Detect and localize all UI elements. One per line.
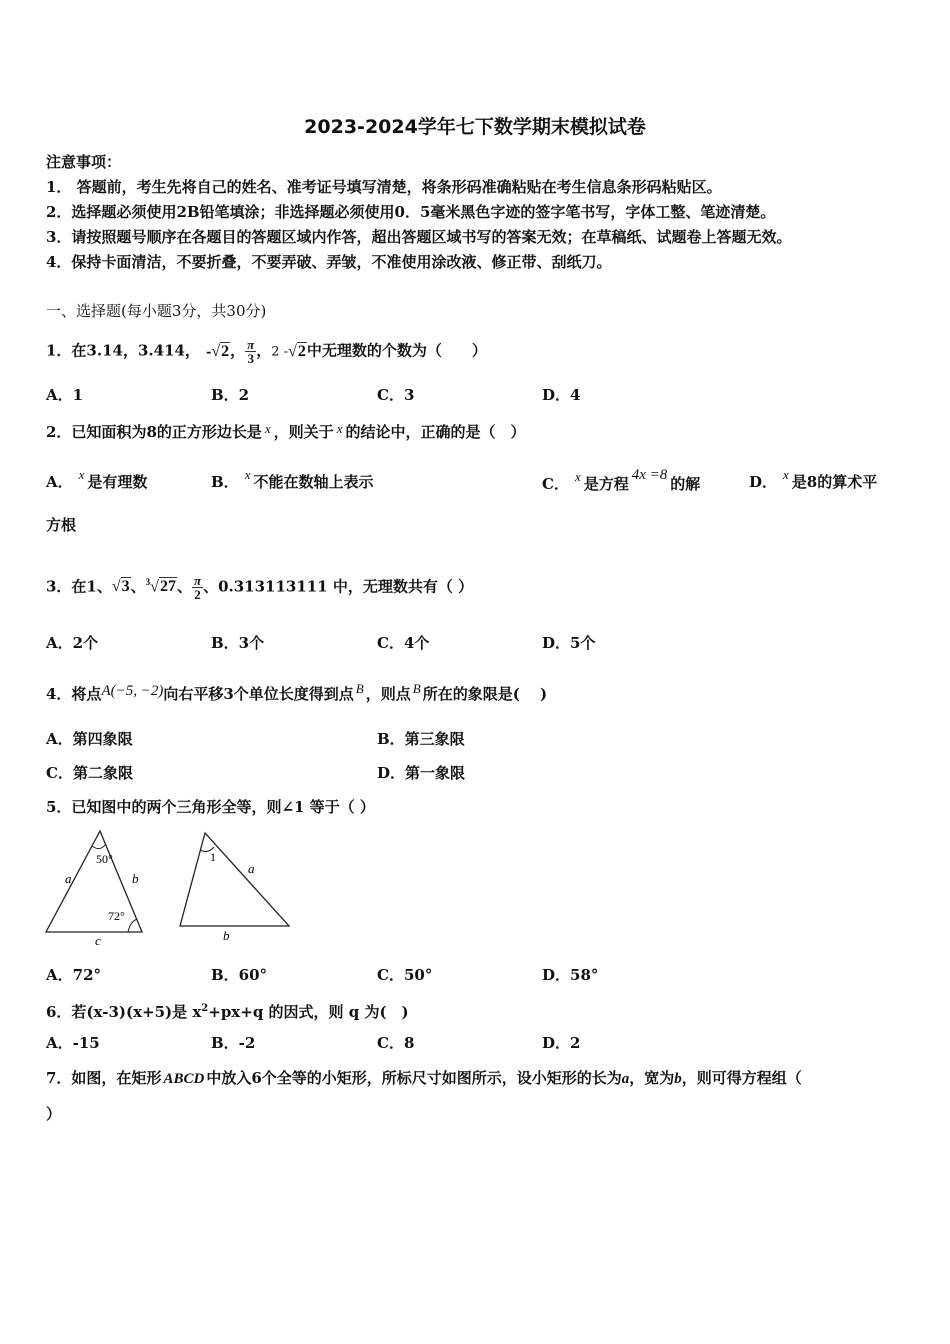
q6-option-d[interactable]: D．2 (542, 1034, 581, 1052)
q1-prefix: 1．在3.14，3.414， (46, 341, 200, 360)
q3-stem (46, 572, 473, 601)
q3-option-b[interactable]: B．3个 (211, 634, 265, 652)
q1-sep: ， (230, 341, 246, 360)
q1-sqrt-2b: √2 (288, 342, 306, 360)
page-title: 2023-2024学年七下数学期末模拟试卷 (304, 116, 646, 138)
q3-suffix: 、0.313113111 中，无理数共有（ ） (203, 577, 474, 596)
q1-suffix: 中无理数的个数为（ ） (306, 341, 487, 360)
q4-stem-c: ，则点 (365, 685, 411, 703)
q1-stem (46, 338, 487, 365)
section-heading: 一、选择题(每小题3分，共30分) (46, 302, 267, 320)
q7-stem-b: 中放入6个全等的小矩形，所标尺寸如图所示，设小矩形的长为 (206, 1069, 622, 1087)
q3-prefix: 3．在1、 (46, 577, 112, 596)
q5-option-b[interactable]: B．60° (211, 966, 268, 984)
q2-var-x: x (264, 421, 271, 436)
q2-stem (46, 419, 525, 442)
q7-stem-cont: ） (46, 1105, 62, 1123)
q7-var-b: b (674, 1071, 682, 1087)
q4-stem-b: 向右平移3个单位长度得到点 (163, 685, 354, 703)
q2-b-var: x (244, 467, 251, 482)
q1-sep-2: ， (256, 341, 272, 360)
q3-sep: 、 (130, 577, 146, 596)
q3-option-c[interactable]: C．4个 (377, 634, 430, 652)
q6-exponent: 2 (201, 1003, 209, 1014)
q2-option-a[interactable]: A． x 是有理数 (46, 467, 148, 491)
q1-fraction: $\frac{\pi}{3}$ (247, 337, 255, 366)
q1-expr: 2 - (271, 344, 289, 360)
q2-option-b[interactable]: B． x 不能在数轴上表示 (211, 467, 374, 491)
notice-item-3: 3．请按照题号顺序在各题目的答题区域内作答，超出答题区域书写的答案无效；在草稿纸、试题卷上答题无效。 (46, 228, 792, 246)
triangle-1-side-c: c (95, 933, 101, 948)
q7-var-a: a (621, 1071, 630, 1087)
q6-option-b[interactable]: B．-2 (211, 1034, 256, 1052)
q2-option-d-cont: 方根 (46, 516, 77, 534)
triangle-1-side-b: b (132, 871, 139, 886)
q2-option-c[interactable]: C． x 是方程 4x =8 的解 (542, 467, 701, 493)
q6-stem-a: 6．若(x-3)(x+5)是 x (46, 1003, 202, 1021)
q1-option-d[interactable]: D．4 (542, 386, 581, 404)
q1-option-a[interactable]: A．1 (46, 386, 84, 404)
notice-item-2: 2．选择题必须使用2B铅笔填涂；非选择题必须使用0．5毫米黑色字迹的签字笔书写，字体工整、笔迹清楚。 (46, 203, 776, 221)
q4-option-d[interactable]: D．第一象限 (377, 764, 466, 782)
q3-option-d[interactable]: D．5个 (542, 634, 596, 652)
q7-stem-a: 7．如图，在矩形 (46, 1069, 162, 1087)
q1-option-c[interactable]: C．3 (377, 386, 415, 404)
q1-option-b[interactable]: B．2 (211, 386, 250, 404)
q4-point-b-2: B (412, 681, 421, 696)
q7-stem-d: ，则可得方程组（ (681, 1069, 802, 1087)
q4-stem-a: 4．将点 (46, 685, 102, 703)
q4-point-b: B (355, 681, 364, 696)
q5-option-c[interactable]: C．50° (377, 966, 433, 984)
q6-option-a[interactable]: A．-15 (46, 1034, 100, 1052)
q2-c-var: x (574, 469, 581, 484)
triangle-1-angle-right: 72° (108, 909, 125, 923)
notice-heading: 注意事项： (46, 153, 122, 171)
triangle-2-side-a: a (248, 861, 255, 876)
q2-option-d[interactable]: D． x 是8的算术平 (749, 467, 878, 491)
q7-stem-c: ，宽为 (629, 1069, 675, 1087)
q4-option-a[interactable]: A．第四象限 (46, 730, 133, 748)
triangle-2 (180, 833, 289, 943)
q4-stem-d: 所在的象限是( ) (422, 685, 548, 703)
q4-stem (46, 679, 547, 704)
q2-var-x-2: x (336, 421, 343, 436)
q7-stem (46, 1068, 802, 1089)
notice-item-4: 4．保持卡面清洁，不要折叠，不要弄破、弄皱，不准使用涂改液、修正带、刮纸刀。 (46, 253, 612, 271)
q4-point-a: A(−5, −2) (101, 683, 164, 699)
q2-stem-b: ，则关于 (273, 423, 334, 441)
q6-stem-b: +px+q 的因式，则 q 为( ) (208, 1003, 409, 1021)
triangle-2-angle-1: 1 (210, 850, 216, 864)
q7-rect-label: ABCD (163, 1071, 205, 1087)
q3-sep-2: 、 (176, 577, 192, 596)
q3-sqrt-3: √3 (111, 578, 130, 596)
q6-option-c[interactable]: C．8 (377, 1034, 415, 1052)
triangle-2-side-b: b (223, 928, 230, 943)
q5-option-a[interactable]: A．72° (46, 966, 102, 984)
notice-item-1: 1． 答题前，考生先将自己的姓名、准考证号填写清楚，将条形码准确粘贴在考生信息条形码粘贴区。 (46, 178, 722, 196)
q3-fraction: $\frac{\pi}{2}$ (193, 572, 202, 602)
q2-d-var: x (783, 467, 789, 482)
q3-option-a[interactable]: A．2个 (46, 634, 99, 652)
triangle-1-side-a: a (65, 871, 72, 886)
triangle-1 (46, 831, 142, 948)
q4-option-b[interactable]: B．第三象限 (377, 730, 465, 748)
q5-stem: 5．已知图中的两个三角形全等，则∠1 等于（ ） (46, 798, 375, 816)
q1-minus: - (205, 344, 212, 360)
q5-triangles-figure (40, 826, 300, 950)
q2-a-var: x (78, 467, 85, 482)
triangle-1-angle-top: 50° (96, 852, 113, 866)
q4-option-c[interactable]: C．第二象限 (46, 764, 133, 782)
q5-option-d[interactable]: D．58° (542, 966, 599, 984)
q2-stem-a: 2．已知面积为8的正方形边长是 (46, 423, 262, 441)
q2-equation: 4x =8 (631, 467, 668, 483)
q3-cbrt-27: $^3$√27 (145, 577, 176, 596)
q6-stem (46, 999, 409, 1022)
q1-sqrt-2: √2 (211, 342, 230, 360)
q2-stem-c: 的结论中，正确的是（ ） (345, 423, 526, 441)
